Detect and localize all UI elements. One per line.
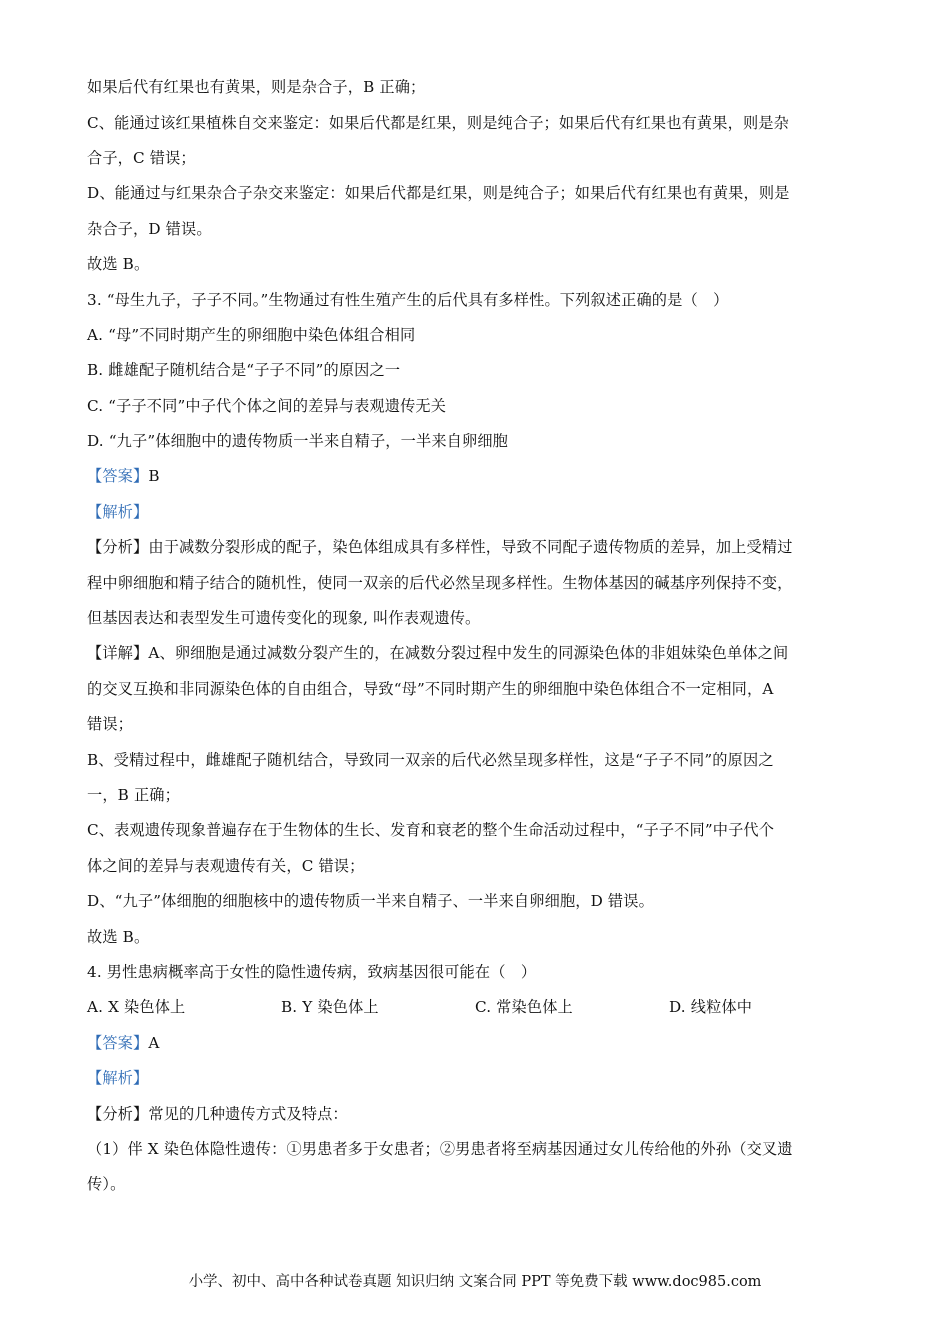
detail-line bbox=[87, 636, 867, 671]
option-d: D. 线粒体中 bbox=[669, 998, 753, 1017]
option-d: D. “九子”体细胞中的遗传物质一半来自精子，一半来自卵细胞 bbox=[87, 432, 509, 451]
detail-tag: 【详解】 bbox=[87, 644, 149, 663]
option-b: B. 雌雄配子随机结合是“子子不同”的原因之一 bbox=[87, 361, 401, 380]
text-line: 故选 B。 bbox=[87, 255, 150, 274]
text-line: 的交叉互换和非同源染色体的自由组合，导致“母”不同时期产生的卵细胞中染色体组合不一定相同，A bbox=[87, 679, 774, 698]
text-line: 合子，C 错误； bbox=[87, 148, 196, 167]
option-a: A. X 染色体上 bbox=[87, 998, 186, 1017]
text-line: 传）。 bbox=[87, 1175, 126, 1194]
analysis-text: 常见的几种遗传方式及特点： bbox=[148, 1104, 348, 1123]
text-line: 错误； bbox=[87, 715, 134, 734]
question-4: 4. 男性患病概率高于女性的隐性遗传病，致病基因很可能在（ ） bbox=[87, 962, 537, 981]
text-line: 杂合子，D 错误。 bbox=[87, 219, 212, 238]
fenxi-tag: 【分析】 bbox=[87, 1104, 149, 1123]
option-a: A. “母”不同时期产生的卵细胞中染色体组合相同 bbox=[87, 325, 416, 344]
text-line: D、能通过与红果杂合子杂交来鉴定：如果后代都是红果，则是纯合子；如果后代有红果也有黄果，则是 bbox=[87, 184, 790, 203]
analysis-heading bbox=[87, 495, 867, 530]
text-line: 一，B 正确； bbox=[87, 786, 180, 804]
options-row bbox=[87, 990, 867, 1025]
detail-text: A、卵细胞是通过减数分裂产生的，在减数分裂过程中发生的同源染色体的非姐妹染色单体之间 bbox=[148, 644, 789, 663]
text-line: C、能通过该红果植株自交来鉴定：如果后代都是红果，则是纯合子；如果后代有红果也有黄果，则是杂 bbox=[87, 113, 789, 132]
page-content bbox=[87, 70, 867, 1203]
analysis-text: 由于减数分裂形成的配子，染色体组成具有多样性，导致不同配子遗传物质的差异，加上受精过 bbox=[148, 538, 793, 557]
analysis-tag: 【解析】 bbox=[87, 502, 149, 521]
text-line: 但基因表达和表型发生可遗传变化的现象, 叫作表观遗传。 bbox=[87, 609, 481, 628]
answer-line bbox=[87, 459, 867, 494]
text-line: D、“九子”体细胞的细胞核中的遗传物质一半来自精子、一半来自卵细胞，D 错误。 bbox=[87, 892, 654, 911]
text-line: 体之间的差异与表观遗传有关，C 错误； bbox=[87, 856, 365, 875]
text-line: C、表观遗传现象普遍存在于生物体的生长、发育和衰老的整个生命活动过程中，“子子不同”中子代个 bbox=[87, 821, 775, 840]
option-b: B. Y 染色体上 bbox=[281, 998, 379, 1017]
analysis-tag: 【解析】 bbox=[87, 1069, 149, 1088]
answer-value: A bbox=[148, 1033, 160, 1052]
page-footer: 小学、初中、高中各种试卷真题 知识归纳 文案合同 PPT 等免费下载 www.doc985.com bbox=[188, 1274, 762, 1290]
text-line: 如果后代有红果也有黄果，则是杂合子，B 正确； bbox=[87, 78, 426, 97]
analysis-line bbox=[87, 530, 867, 565]
answer-tag: 【答案】 bbox=[87, 1033, 149, 1052]
fenxi-tag: 【分析】 bbox=[87, 538, 149, 557]
answer-line bbox=[87, 1026, 867, 1061]
text-line: B、受精过程中，雌雄配子随机结合，导致同一双亲的后代必然呈现多样性，这是“子子不同”的原因之 bbox=[87, 750, 774, 769]
question-3: 3. “母生九子，子子不同。”生物通过有性生殖产生的后代具有多样性。下列叙述正确的是（ ） bbox=[87, 290, 729, 309]
text-line: 程中卵细胞和精子结合的随机性，使同一双亲的后代必然呈现多样性。生物体基因的碱基序列保持不变， bbox=[87, 573, 793, 592]
answer-value: B bbox=[148, 467, 160, 486]
text-line: （1）伴 X 染色体隐性遗传：①男患者多于女患者；②男患者将至病基因通过女儿传给他的外孙（交叉遗 bbox=[87, 1139, 793, 1158]
option-c: C. 常染色体上 bbox=[475, 998, 573, 1017]
analysis-heading bbox=[87, 1061, 867, 1096]
analysis-line bbox=[87, 1096, 867, 1131]
text-line: 故选 B。 bbox=[87, 927, 150, 946]
option-c: C. “子子不同”中子代个体之间的差异与表观遗传无关 bbox=[87, 396, 447, 415]
answer-tag: 【答案】 bbox=[87, 467, 149, 486]
